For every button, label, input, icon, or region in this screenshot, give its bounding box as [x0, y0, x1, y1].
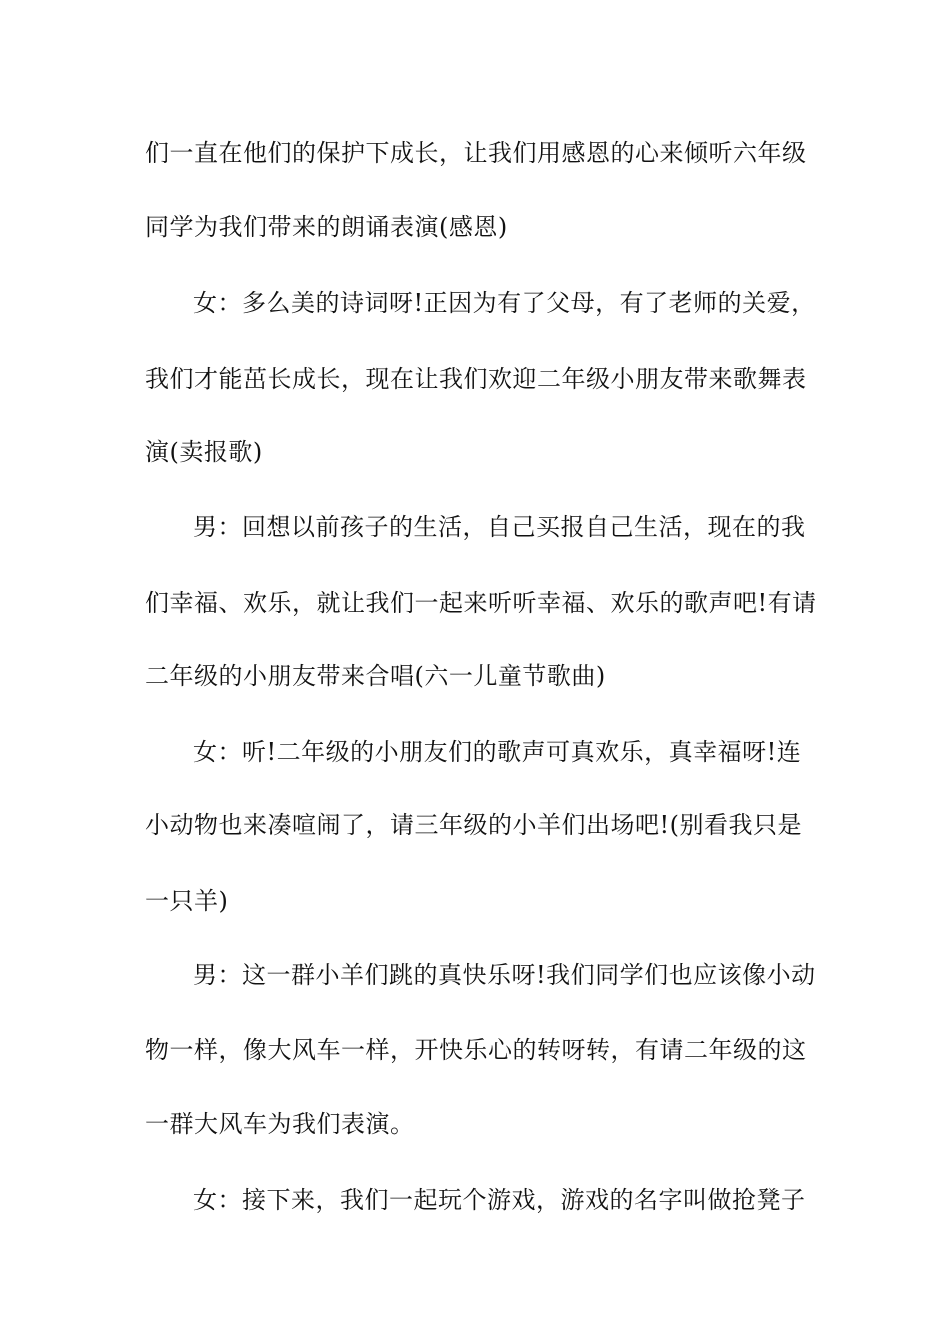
text-line: 我们才能茁长成长，现在让我们欢迎二年级小朋友带来歌舞表 — [145, 365, 807, 393]
text-line: 小动物也来凑喧闹了，请三年级的小羊们出场吧!(别看我只是 — [145, 811, 803, 839]
paragraph-start: 女：多么美的诗词呀!正因为有了父母，有了老师的关爱， — [193, 289, 816, 317]
text-line: 同学为我们带来的朗诵表演(感恩) — [145, 213, 508, 241]
text-line: 们一直在他们的保护下成长，让我们用感恩的心来倾听六年级 — [145, 139, 807, 167]
text-line: 物一样，像大风车一样，开快乐心的转呀转，有请二年级的这 — [145, 1036, 807, 1064]
paragraph-start: 女：接下来，我们一起玩个游戏，游戏的名字叫做抢凳子 — [193, 1186, 806, 1214]
paragraph-start: 女：听!二年级的小朋友们的歌声可真欢乐，真幸福呀!连 — [193, 738, 802, 766]
paragraph-start: 男：回想以前孩子的生活，自己买报自己生活，现在的我 — [193, 513, 806, 541]
text-line: 演(卖报歌) — [145, 438, 263, 466]
text-line: 二年级的小朋友带来合唱(六一儿童节歌曲) — [145, 662, 606, 690]
paragraph-start: 男：这一群小羊们跳的真快乐呀!我们同学们也应该像小动 — [193, 961, 816, 989]
text-line: 一只羊) — [145, 887, 229, 915]
text-line: 一群大风车为我们表演。 — [145, 1110, 415, 1138]
text-line: 们幸福、欢乐，就让我们一起来听听幸福、欢乐的歌声吧!有请 — [145, 589, 817, 617]
